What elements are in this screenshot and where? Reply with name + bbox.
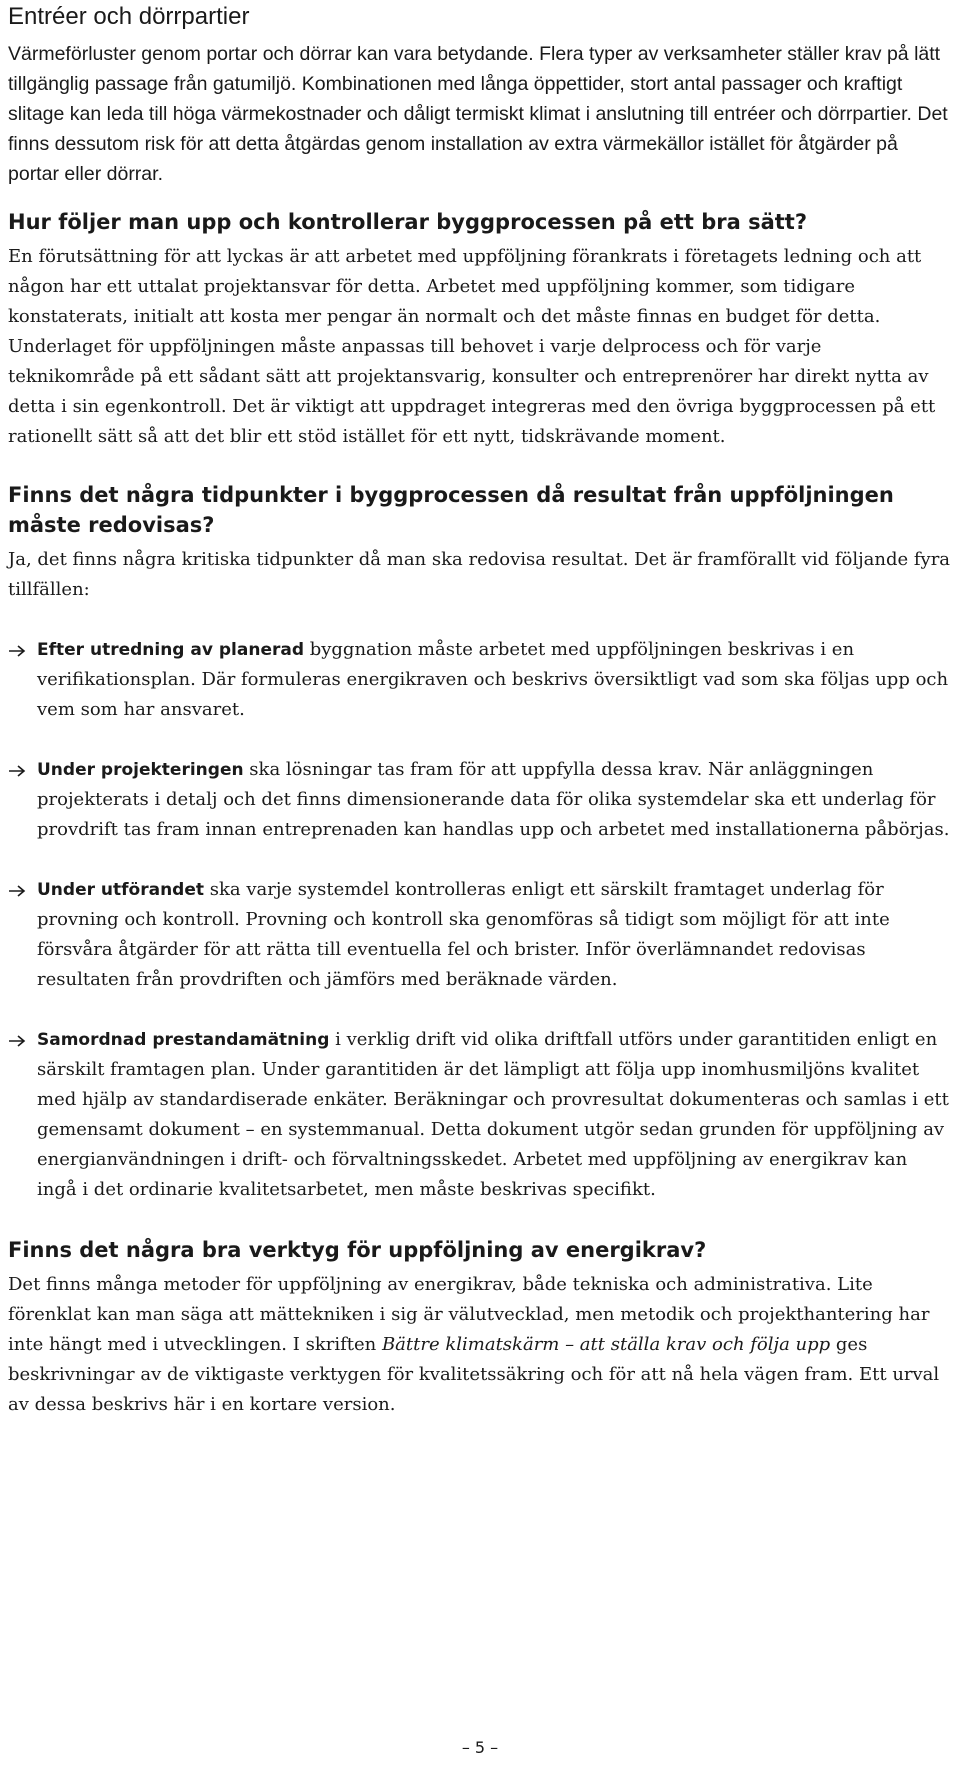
publication-title: Bättre klimatskärm – att ställa krav och följa upp [381,1334,831,1355]
arrow-right-icon [8,765,26,777]
arrow-right-icon [8,885,26,897]
list-item [8,635,952,725]
list-item-lead: Efter utredning av planerad [37,640,304,660]
intro-paragraph: Värmeförluster genom portar och dörrar kan vara betydande. Flera typer av verksamheter ställer krav på lätt tillgänglig passage från gatumiljö. Kombinationen med långa öppettider, stort antal passager och kraftigt slitage kan leda till höga värmekostnader och dåligt termiskt klimat i anslutning till entréer och dörrpartier. Det finns dessutom risk för att detta åtgärdas genom installation av extra värmekällor istället för åtgärder på portar eller dörrar. [8,43,948,185]
document-page [8,0,952,1420]
paragraph-tools-part-1: Det finns många metoder för uppföljning av energikrav, både tekniska och administrativa. Lite förenklat kan man säga att mättekniken i sig är välutvecklad, men metodik och projekthantering har inte hängt med i utvecklingen. I skriften [8,1274,930,1355]
list-item-text: ska lösningar tas fram för att uppfylla dessa krav. När anläggningen projekterats i detalj och det finns dimensionerande data för olika systemdelar ska ett underlag för provdrift tas fram innan entreprenaden kan handlas upp och arbetet med installationerna påbörjas. [37,759,950,840]
timepoint-list [8,635,952,1205]
arrow-right-icon [8,645,26,657]
arrow-right-icon [8,1035,26,1047]
list-item [8,755,952,845]
paragraph-tools [8,1270,952,1420]
list-item-lead: Under projekteringen [37,760,244,780]
list-item-lead: Samordnad prestandamätning [37,1030,330,1050]
paragraph-timepoints: Ja, det finns några kritiska tidpunkter då man ska redovisa resultat. Det är framförallt vid följande fyra tillfällen: [8,549,951,600]
list-item [8,875,952,995]
list-item-text: byggnation måste arbetet med uppföljningen beskrivas i en verifikationsplan. Där formuleras energikraven och beskrivs översiktligt vad som ska följas upp och vem som har ansvaret. [37,639,949,720]
section-title: Entréer och dörrpartier [8,3,250,30]
list-item [8,1025,952,1205]
page-number: – 5 – [461,1738,499,1757]
list-item-text: ska varje systemdel kontrolleras enligt ett särskilt framtaget underlag för provning och kontroll. Provning och kontroll ska genomföras så tidigt som möjligt för att inte försvåra åtgärder för att rätta till eventuella fel och brister. Inför överlämnandet redovisas resultaten från provdriften och jämförs med beräknade värden. [37,879,890,990]
paragraph-tools-part-2: ges beskrivningar av de viktigaste verktygen för kvalitetssäkring och för att nå hela vägen fram. Ett urval av dessa beskrivs här i en kortare version. [8,1334,940,1415]
heading-tools: Finns det några bra verktyg för uppföljning av energikrav? [8,1238,707,1262]
list-item-lead: Under utförandet [37,880,204,900]
heading-followup-process: Hur följer man upp och kontrollerar byggprocessen på ett bra sätt? [8,210,808,234]
list-item-text: i verklig drift vid olika driftfall utförs under garantitiden enligt en särskilt framtagen plan. Under garantitiden är det lämpligt att följa upp inomhusmiljöns kvalitet med hjälp av standardiserade enkäter. Beräkningar och provresultat dokumenteras och samlas i ett gemensamt dokument – en systemmanual. Detta dokument utgör sedan grunden för uppföljning av energianvändningen i drift- och förvaltningsskedet. Arbetet med uppföljning av energikrav kan ingå i det ordinarie kvalitetsarbetet, men måste beskrivas specifikt. [37,1029,949,1200]
paragraph-followup-process: En förutsättning för att lyckas är att arbetet med uppföljning förankrats i företagets ledning och att någon har ett uttalat projektansvar för detta. Arbetet med uppföljning kommer, som tidigare konstaterats, initialt att kosta mer pengar än normalt och det måste finnas en budget för detta. Underlaget för uppföljningen måste anpassas till behovet i varje delprocess och för varje teknikområde på ett sådant sätt att projektansvarig, konsulter och entreprenörer har direkt nytta av detta i sin egenkontroll. Det är viktigt att uppdraget integreras med den övriga byggprocessen på ett rationellt sätt så att det blir ett stöd istället för ett nytt, tidskrävande moment. [8,246,936,447]
heading-timepoints: Finns det några tidpunkter i byggprocessen då resultat från uppföljningen måste redovisas? [8,483,894,537]
